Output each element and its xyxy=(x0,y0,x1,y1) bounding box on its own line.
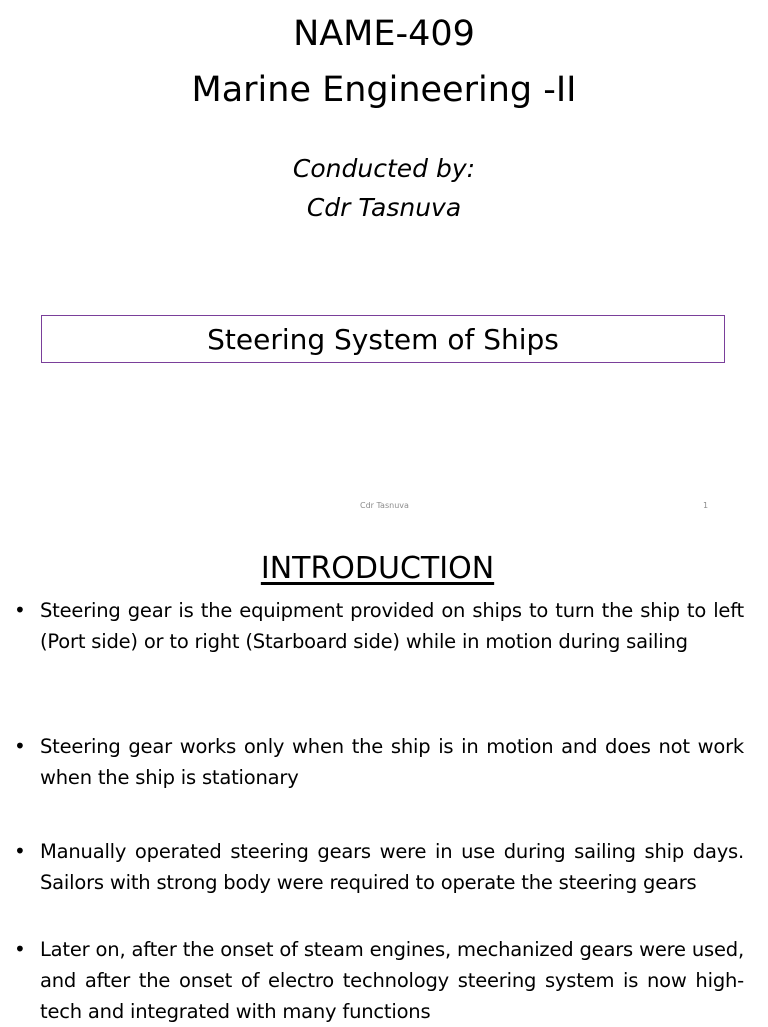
topic-title: Steering System of Ships xyxy=(207,322,559,356)
bullet-text: Steering gear is the equipment provided on ships to turn the ship to left (Port side) or to right (Starboard side) while in motion during sailing xyxy=(40,599,744,653)
course-code: NAME-409 xyxy=(293,14,475,54)
bullet-marker: • xyxy=(14,937,26,961)
topic-box xyxy=(41,315,725,363)
conducted-by-label: Conducted by: xyxy=(292,154,476,183)
bullet-marker: • xyxy=(14,839,26,863)
instructor-name: Cdr Tasnuva xyxy=(306,193,462,222)
bullet-marker: • xyxy=(14,598,26,622)
slide-number: 1 xyxy=(703,501,709,510)
bullet-text: Later on, after the onset of steam engines, mechanized gears were used, and after the onset of electro technology steering system is now high-tech and integrated with many functions xyxy=(40,938,744,1023)
bullet-marker: • xyxy=(14,734,26,758)
bullet-text: Steering gear works only when the ship is in motion and does not work when the ship is stationary xyxy=(40,735,744,789)
slide-footer-author: Cdr Tasnuva xyxy=(360,501,409,510)
introduction-slide xyxy=(0,528,768,1024)
course-title: Marine Engineering -II xyxy=(191,70,577,110)
slide-heading: INTRODUCTION xyxy=(260,551,495,586)
bullet-text: Manually operated steering gears were in use during sailing ship days. Sailors with strong body were required to operate the steering gears xyxy=(40,840,744,894)
